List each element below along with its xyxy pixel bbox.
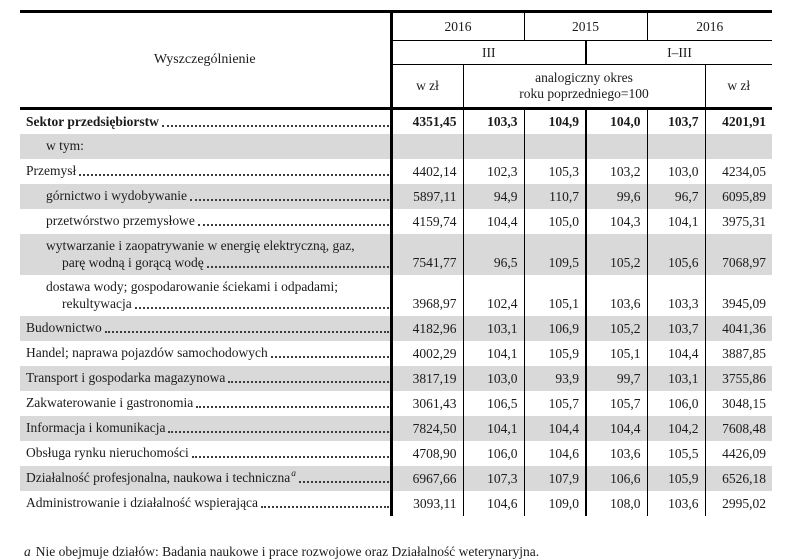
year-header-2016-I-III: 2016 (647, 12, 772, 41)
index-header-line2: roku poprzedniego=100 (519, 86, 649, 101)
value-cell: 99,7 (586, 366, 647, 391)
unit-header-right: w zł (705, 65, 772, 109)
value-cell: 105,7 (586, 391, 647, 416)
index-header (463, 65, 705, 109)
dot-leader (168, 419, 388, 433)
table-row (20, 391, 772, 416)
value-cell: 105,6 (647, 234, 705, 275)
value-cell: 4159,74 (391, 209, 463, 234)
header-year-row (20, 12, 772, 41)
value-cell: 102,4 (463, 275, 524, 316)
row-label (20, 184, 391, 209)
table-row (20, 441, 772, 466)
value-cell: 103,7 (647, 316, 705, 341)
value-cell (586, 134, 647, 159)
dot-leader (261, 494, 388, 508)
value-cell: 105,3 (524, 159, 586, 184)
statistics-table (20, 10, 772, 516)
value-cell: 103,1 (463, 316, 524, 341)
row-label (20, 366, 391, 391)
value-cell: 3975,31 (722, 213, 766, 229)
table-row (20, 234, 772, 275)
row-label-text: Transport i gospodarka magazynowa (26, 370, 226, 386)
value-cell: 96,7 (647, 184, 705, 209)
footnote-text: Nie obejmuje działów: Badania naukowe i prace rozwojowe oraz Działalność weterynaryjna. (35, 543, 540, 559)
dot-leader (271, 344, 389, 358)
row-label-text: Administrowanie i działalność wspierająca (26, 495, 259, 511)
value-cell: 7608,48 (705, 416, 772, 441)
value-cell: 4351,45 (391, 109, 463, 134)
value-cell: 103,6 (647, 491, 705, 516)
value-cell: 105,1 (586, 341, 647, 366)
table-body (20, 109, 772, 516)
value-cell: 3945,09 (722, 295, 766, 311)
footnote-reference-superscript: a (291, 469, 297, 480)
stub-header: Wyszczególnienie (20, 12, 391, 109)
dot-leader (198, 212, 389, 226)
value-cell: 104,4 (463, 209, 524, 234)
value-cell: 3061,43 (391, 391, 463, 416)
row-label-text: Zakwaterowanie i gastronomia (26, 395, 194, 411)
row-label-text: Obsługa rynku nieruchomości (26, 445, 189, 461)
value-cell: 106,0 (463, 441, 524, 466)
value-cell: 110,7 (524, 184, 586, 209)
value-cell: 5897,11 (391, 184, 463, 209)
value-cell: 3968,97 (391, 275, 463, 316)
dot-leader (162, 113, 389, 127)
value-cell: 109,0 (524, 491, 586, 516)
row-label (20, 209, 391, 234)
row-label (20, 341, 391, 366)
value-cell: 103,7 (647, 109, 705, 134)
row-label (20, 109, 391, 134)
row-label-text: w tym: (46, 138, 84, 154)
value-cell (705, 134, 772, 159)
value-cell: 4426,09 (722, 445, 766, 461)
value-cell: 105,2 (586, 234, 647, 275)
value-cell: 104,6 (524, 441, 586, 466)
dot-leader (192, 444, 389, 458)
value-cell: 6967,66 (391, 466, 463, 491)
value-cell: 108,0 (586, 491, 647, 516)
value-cell: 4182,96 (391, 316, 463, 341)
period-header-III: III (391, 41, 586, 65)
row-label-text: Działalność profesjonalna, naukowa i techniczna (26, 470, 291, 486)
table-row (20, 416, 772, 441)
dot-leader (105, 319, 389, 333)
dot-leader (196, 394, 388, 408)
value-cell: 104,4 (586, 416, 647, 441)
value-cell: 104,1 (647, 209, 705, 234)
row-label (20, 441, 391, 466)
value-cell: 109,5 (524, 234, 586, 275)
row-label-text: Informacja i komunikacja (26, 420, 166, 436)
value-cell: 6095,89 (705, 184, 772, 209)
row-label-text: Przemysł (26, 163, 77, 179)
value-cell: 96,5 (463, 234, 524, 275)
row-label (20, 275, 391, 316)
value-cell: 106,5 (463, 391, 524, 416)
value-cell: 103,0 (463, 366, 524, 391)
value-cell: 106,0 (647, 391, 705, 416)
value-cell: 94,9 (463, 184, 524, 209)
value-cell: 4201,91 (722, 113, 766, 129)
value-cell: 3755,86 (705, 366, 772, 391)
value-cell: 105,0 (524, 209, 586, 234)
row-label (20, 416, 391, 441)
value-cell: 104,0 (586, 109, 647, 134)
table-row (20, 466, 772, 491)
dot-leader (79, 162, 388, 176)
value-cell (524, 134, 586, 159)
value-cell: 104,3 (586, 209, 647, 234)
value-cell: 4234,05 (722, 163, 766, 179)
value-cell: 4708,90 (391, 441, 463, 466)
value-cell: 105,5 (647, 441, 705, 466)
table-row (20, 159, 772, 184)
value-cell: 104,6 (463, 491, 524, 516)
year-header-2016-III: 2016 (391, 12, 524, 41)
value-cell: 7824,50 (391, 416, 463, 441)
row-label (20, 466, 391, 491)
row-label-text: Sektor przedsiębiorstw (26, 114, 159, 129)
value-cell: 3817,19 (391, 366, 463, 391)
value-cell: 3048,15 (722, 395, 766, 411)
table-row (20, 134, 772, 159)
value-cell (391, 134, 463, 159)
row-label (20, 234, 391, 275)
value-cell: 104,2 (647, 416, 705, 441)
dot-leader (190, 187, 389, 201)
value-cell: 3887,85 (722, 345, 766, 361)
table-row (20, 275, 772, 316)
table-row (20, 491, 772, 516)
value-cell: 104,4 (524, 416, 586, 441)
table-row (20, 316, 772, 341)
value-cell: 103,3 (647, 275, 705, 316)
value-cell (463, 134, 524, 159)
row-label-text: górnictwo i wydobywanie (46, 188, 187, 204)
value-cell: 102,3 (463, 159, 524, 184)
value-cell: 7068,97 (705, 234, 772, 275)
table-header (20, 12, 772, 109)
value-cell: 105,9 (524, 341, 586, 366)
value-cell: 105,7 (524, 391, 586, 416)
value-cell: 7541,77 (391, 234, 463, 275)
period-header-I-III: I–III (586, 41, 772, 65)
value-cell: 103,3 (463, 109, 524, 134)
row-label-text: Budownictwo (26, 320, 102, 336)
value-cell: 107,3 (463, 466, 524, 491)
value-cell: 4041,36 (705, 316, 772, 341)
footnote (24, 544, 539, 560)
row-label-text: Handel; naprawa pojazdów samochodowych (26, 345, 268, 361)
value-cell: 4402,14 (391, 159, 463, 184)
table-row (20, 184, 772, 209)
value-cell: 99,6 (586, 184, 647, 209)
value-cell: 93,9 (524, 366, 586, 391)
row-label-text: rekultywacja (62, 296, 132, 311)
dot-leader (299, 469, 388, 483)
row-label-text: parę wodną i gorącą wodę (62, 255, 204, 270)
footnote-marker: a (24, 543, 31, 559)
value-cell: 104,9 (524, 109, 586, 134)
value-cell: 103,2 (586, 159, 647, 184)
value-cell: 104,1 (463, 341, 524, 366)
value-cell: 103,6 (586, 275, 647, 316)
value-cell: 2995,02 (722, 495, 766, 511)
row-label (20, 134, 391, 159)
table-row (20, 109, 772, 134)
dot-leader (135, 295, 389, 309)
dot-leader (228, 369, 388, 383)
dot-leader (207, 254, 389, 268)
table-row (20, 366, 772, 391)
year-header-2015: 2015 (524, 12, 647, 41)
value-cell: 106,6 (586, 466, 647, 491)
value-cell: 106,9 (524, 316, 586, 341)
value-cell: 103,6 (586, 441, 647, 466)
value-cell: 104,4 (647, 341, 705, 366)
value-cell: 105,9 (647, 466, 705, 491)
row-label-text: przetwórstwo przemysłowe (46, 213, 195, 229)
unit-header-left: w zł (391, 65, 463, 109)
row-label (20, 316, 391, 341)
value-cell: 4002,29 (391, 341, 463, 366)
value-cell: 3093,11 (391, 491, 463, 516)
value-cell: 107,9 (524, 466, 586, 491)
row-label-text: wytwarzanie i zaopatrywanie w energię elektryczną, gaz, (46, 237, 355, 253)
value-cell (647, 134, 705, 159)
index-header-line1: analogiczny okres (535, 69, 633, 85)
value-cell: 104,1 (463, 416, 524, 441)
table-row (20, 341, 772, 366)
row-label (20, 159, 391, 184)
row-label (20, 491, 391, 516)
table-row (20, 209, 772, 234)
value-cell: 103,0 (647, 159, 705, 184)
value-cell: 105,1 (524, 275, 586, 316)
value-cell: 105,2 (586, 316, 647, 341)
value-cell: 103,1 (647, 366, 705, 391)
value-cell: 6526,18 (705, 466, 772, 491)
row-label-text: dostawa wody; gospodarowanie ściekami i odpadami; (46, 278, 339, 294)
row-label (20, 391, 391, 416)
